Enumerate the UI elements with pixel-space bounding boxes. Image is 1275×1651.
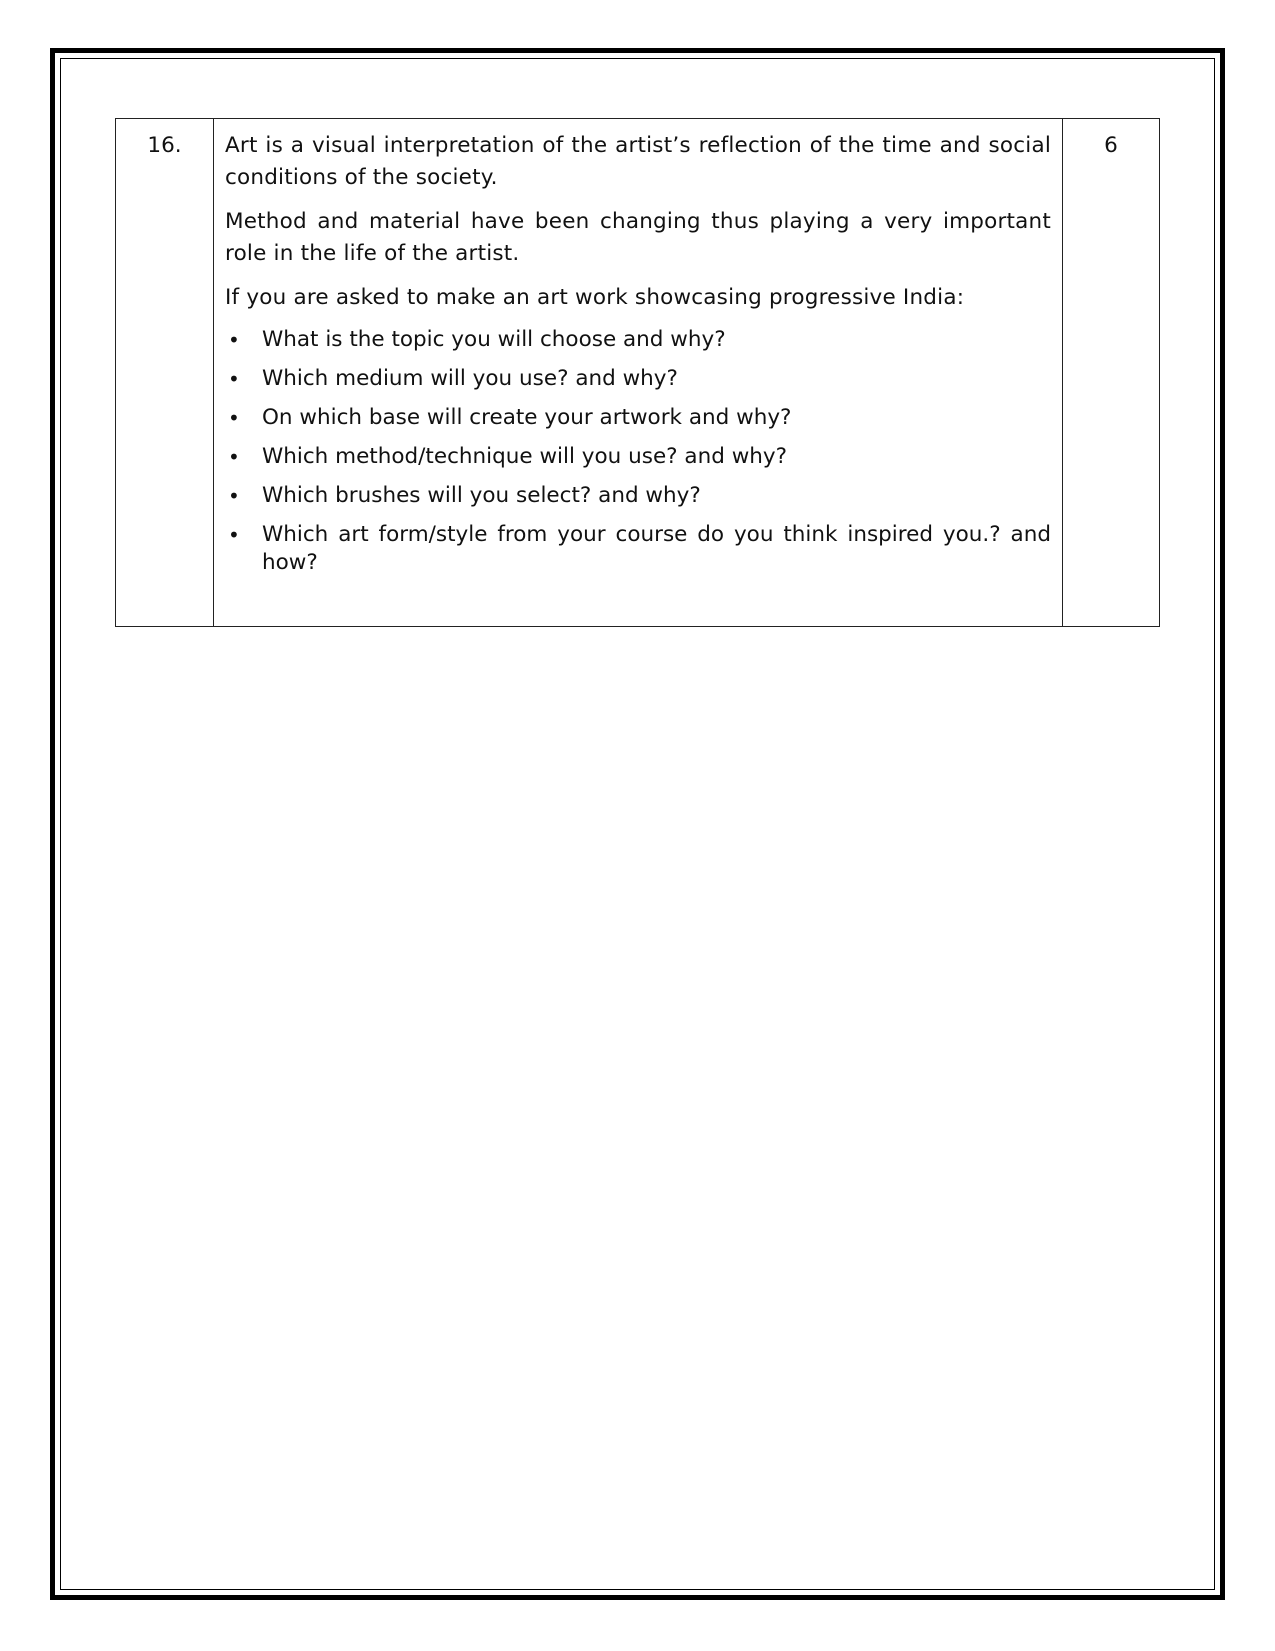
sub-question-text: Which brushes will you select? and why? <box>262 483 701 508</box>
list-item <box>225 521 1051 577</box>
sub-question-text: Which medium will you use? and why? <box>262 366 678 391</box>
sub-question-text: On which base will create your artwork and why? <box>262 405 792 430</box>
question-row <box>116 119 1160 627</box>
sub-question-text: Which art form/style from your course do you think inspired you.? and how? <box>262 522 1051 575</box>
list-item <box>225 482 1051 510</box>
question-paragraph-3: If you are asked to make an art work showcasing progressive India: <box>225 285 965 310</box>
list-item <box>225 365 1051 393</box>
sub-question-text: What is the topic you will choose and why? <box>262 327 726 352</box>
list-item <box>225 326 1051 354</box>
list-item <box>225 443 1051 471</box>
bullet-icon: • <box>228 367 240 391</box>
bullet-icon: • <box>228 328 240 352</box>
bullet-icon: • <box>228 523 240 547</box>
bullet-icon: • <box>228 406 240 430</box>
question-body <box>214 119 1063 627</box>
sub-question-text: Which method/technique will you use? and why? <box>262 444 788 469</box>
question-paragraph-2: Method and material have been changing thus playing a very important role in the life of the artist. <box>225 209 1051 266</box>
list-item <box>225 404 1051 432</box>
question-table <box>115 118 1160 627</box>
bullet-icon: • <box>228 445 240 469</box>
question-marks: 6 <box>1063 119 1160 627</box>
question-number: 16. <box>116 119 214 627</box>
bullet-icon: • <box>228 484 240 508</box>
question-paragraph-1: Art is a visual interpretation of the artist’s reflection of the time and social conditions of the society. <box>225 133 1051 190</box>
sub-question-list <box>225 326 1051 577</box>
